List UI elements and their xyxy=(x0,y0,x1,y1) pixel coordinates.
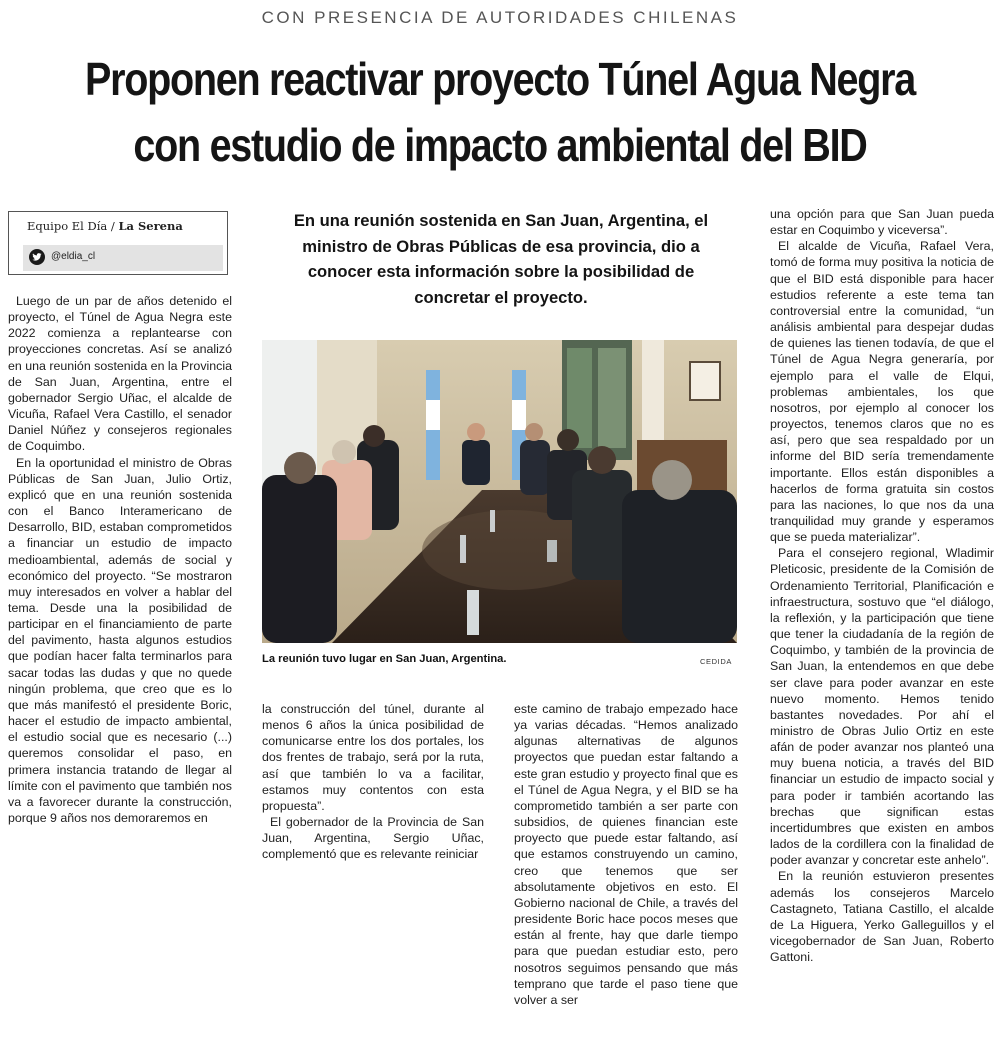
byline-author xyxy=(27,219,183,233)
headline-line-2: con estudio de impacto ambiental del BID xyxy=(133,119,867,171)
article-column-3 xyxy=(514,701,738,1008)
paragraph: En la oportunidad el ministro de Obras Públicas de San Juan, Julio Ortiz, explicó que en una reunión sostenida con el Banco Interamericano de Desarrollo, BID, estaban comprometidos a financiar un estudio de impacto medioambiental, además de social y económico del proyecto. “Se mostraron muy interesados en volver a hablar del tema. Desde una la posibilidad de participar en el financiamiento de parte del pavimento, hasta algunos estudios que podían hacer falta terminarlos para sacar todas las dudas y que no quede ningún problema, que creo que es lo que más manifestó el presidente Boric, hacer el estudio de impacto ambiental, el estudio social que es necesario (...) queremos consolidar el paso, en primera instancia tratando de llegar al límite con el pavimento que también nos va a favorecer durante la construcción, porque 9 años nos demoraremos en xyxy=(8,455,232,825)
article-column-4 xyxy=(770,206,994,965)
twitter-bar[interactable] xyxy=(23,245,223,271)
paragraph: una opción para que San Juan pueda estar en Coquimbo y viceversa”. xyxy=(770,207,994,238)
byline-separator: / xyxy=(107,219,119,233)
paragraph: este camino de trabajo empezado hace ya varias décadas. “Hemos analizado algunas alternativas de algunos proyectos que puedan estar faltando a este gran estudio y proyecto final que es el Túnel de Agua Negra, y el BID se ha comprometido también a ser parte con subsidios, de quienes financian este proyecto que puede estar faltando, así que estamos construyendo un camino, creo que tenemos que ser absolutamente objetivos en esto. El Gobierno nacional de Chile, a través del presidente Boric hace pocos meses que están al frente, hay que darle tiempo para que puedan estudiar esto, pero nosotros seguimos pensando que más temprano que tarde el paso tiene que volver a ser xyxy=(514,702,738,1007)
byline-city: La Serena xyxy=(118,219,183,233)
paragraph: la construcción del túnel, durante al menos 6 años la única posibilidad de comunicarse entre los dos portales, los dos frentes de trabajo, será por la ruta, así que también lo va a facilitar, estamos muy contentos con esta propuesta”. xyxy=(262,702,484,813)
section-kicker: CON PRESENCIA DE AUTORIDADES CHILENAS xyxy=(261,8,739,27)
twitter-handle[interactable]: @eldia_cl xyxy=(51,251,96,262)
headline-line-1: Proponen reactivar proyecto Túnel Agua Negra xyxy=(85,53,915,105)
author-name: Equipo El Día xyxy=(27,219,108,233)
article-column-1 xyxy=(8,293,232,826)
twitter-bird-icon xyxy=(29,249,45,265)
photo-credit: CEDIDA xyxy=(700,657,732,666)
headline xyxy=(70,46,930,178)
byline-box xyxy=(8,211,228,275)
paragraph: El gobernador de la Provincia de San Juan, Argentina, Sergio Uñac, complementó que es relevante reiniciar xyxy=(262,815,484,862)
article-column-2 xyxy=(262,701,484,863)
paragraph: En la reunión estuvieron presentes además los consejeros Marcelo Castagneto, Tatiana Castillo, el alcalde de La Higuera, Yerko Galleguillos y el vicegobernador de San Juan, Roberto Gattoni. xyxy=(770,869,994,965)
paragraph: Para el consejero regional, Wladimir Pleticosic, presidente de la Comisión de Ordenamiento Territorial, Planificación e infraestructura, sostuvo que “el diálogo, la reflexión, y la participación que tiene que tener la ciudadanía de la región de Coquimbo, y también de la provincia de San Juan, la entendemos en que debe ser clave para poder avanzar en este nuevo momento. Hemos tenido bastantes novedades. Por ahí el ministro de Obras Julio Ortiz en este afán de poder avanzar nos planteó una muy buena noticia, a través del BID financiar un estudio de impacto social y para poder ir también acortando las brechas que significan estas incertidumbres que existen en ambos lados de la cordillera con la finalidad de poder avanzar y concretar este anhelo”. xyxy=(770,546,994,868)
photo-caption: La reunión tuvo lugar en San Juan, Argentina. xyxy=(262,653,507,665)
meeting-photo xyxy=(262,340,737,643)
paragraph: Luego de un par de años detenido el proyecto, el Túnel de Agua Negra este 2022 comienza a replantearse con proyecciones concretas. Así se analizó en una reunión sostenida en la Provincia de San Juan, Argentina, entre el gobernador Sergio Uñac, el alcalde de Vicuña, Rafael Vera Castillo, el senador Daniel Núñez y consejeros regionales de Coquimbo. xyxy=(8,294,232,454)
lead-paragraph: En una reunión sostenida en San Juan, Argentina, el ministro de Obras Públicas de esa provincia, dio a conocer esta información sobre la posibilidad de concretar el proyecto. xyxy=(293,211,709,307)
paragraph: El alcalde de Vicuña, Rafael Vera, tomó de forma muy positiva la noticia de que el BID está disponible para hacer estudios referente a este tema tan controversial entre la comunidad, “un análisis ambiental para despejar dudas de quienes las tienen todavía, de que el Túnel de Agua Negra generaría, por ejemplo para el valle de Elqui, problemas ambientales, los que nosotros, por ejemplo al conocer los proyectos, tenemos claros que no es así, pero que sea respaldado por un informe del BID sería tremendamente importante. Ellos están disponibles a hacerlos de forma gratuita sin costos para las naciones, lo que nos da una tranquilidad muy grande y esperamos que se pueda materializar”. xyxy=(770,239,994,545)
